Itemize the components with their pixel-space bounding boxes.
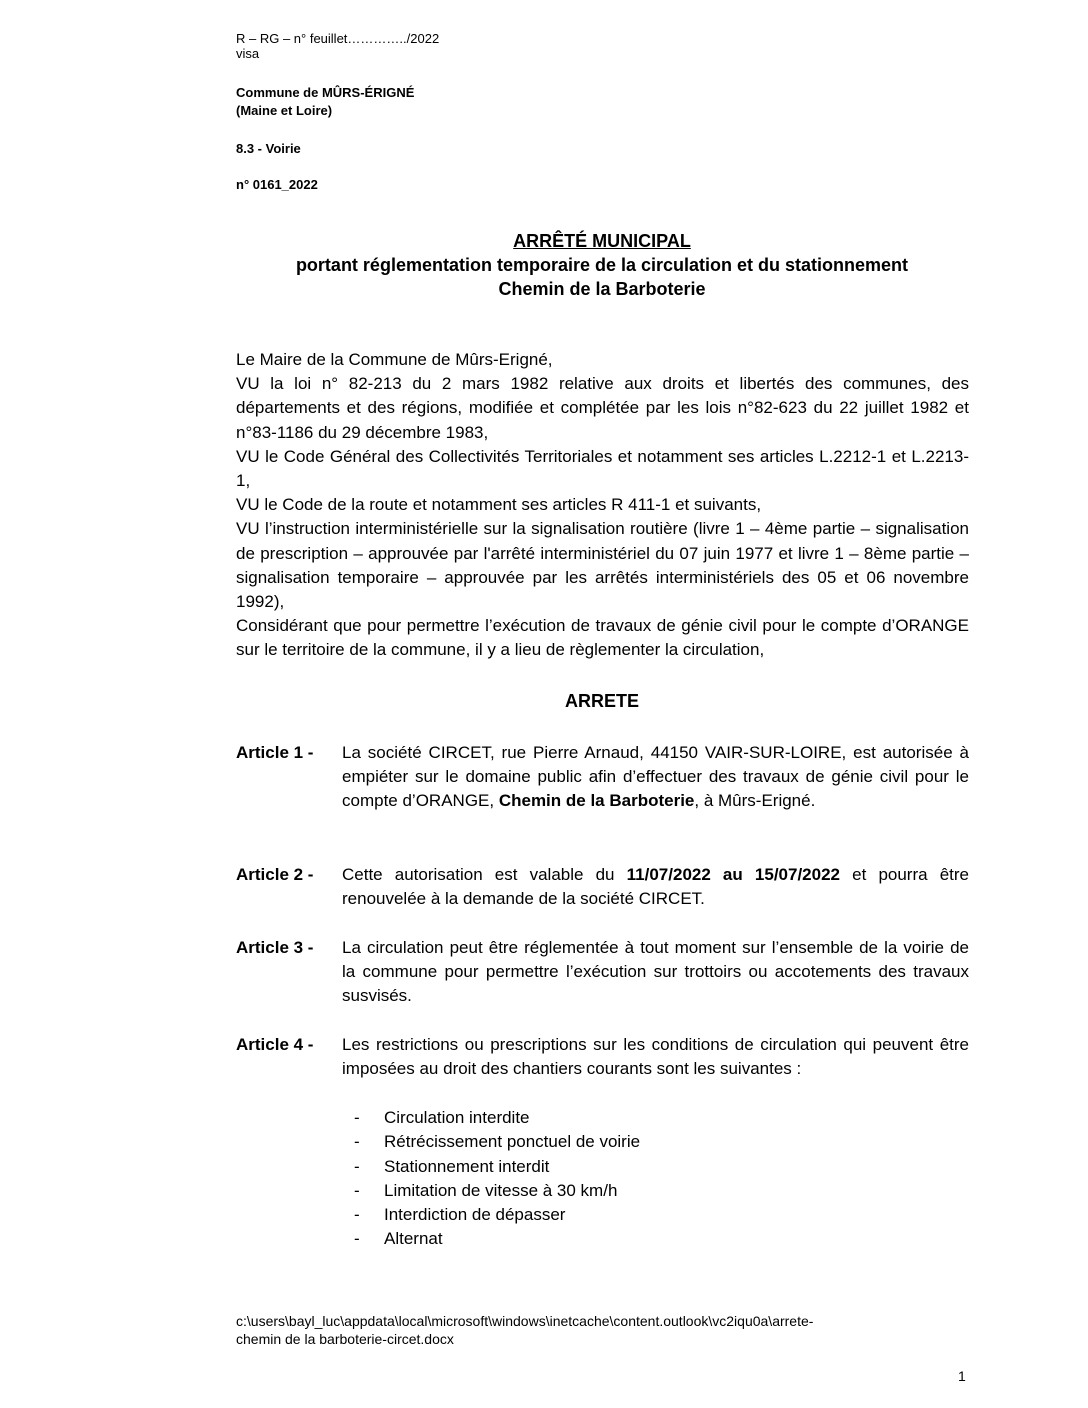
footer-path-line-1: c:\users\bayl_luc\appdata\local\microsoft\windows\inetcache\content.outlook\vc2iqu0a\arrete- xyxy=(236,1313,814,1329)
list-marker: - xyxy=(354,1205,360,1225)
list-marker: - xyxy=(354,1156,360,1176)
article-1-text xyxy=(342,741,969,814)
preamble-line: VU l’instruction interministérielle sur la signalisation routière (livre 1 – 4ème partie – signalisation de prescription – approuvée par l'arrêté interministériel du 07 juin 1977 et livre 1 – 8ème partie – signalisation temporaire – approuvée par les arrêtés interministériels des 05 et 06 novembre 1992), xyxy=(236,519,969,612)
list-marker: - xyxy=(354,1229,360,1249)
article-1-label: Article 1 - xyxy=(236,743,314,762)
departement: (Maine et Loire) xyxy=(236,103,333,118)
article-1-text-a: La société CIRCET, rue Pierre Arnaud, 44150 VAIR-SUR-LOIRE, est autorisée à empiéter sur le domaine public afin d’effectuer des travaux de génie civil pour le compte d’ORANGE, xyxy=(342,743,969,811)
list-item xyxy=(354,1179,640,1203)
preamble-line: VU le Code Général des Collectivités Territoriales et notamment ses articles L.2212-1 et L.2213-1, xyxy=(236,446,969,491)
preamble-line: VU le Code de la route et notamment ses articles R 411-1 et suivants, xyxy=(236,495,762,515)
preamble xyxy=(236,348,969,663)
document-title xyxy=(236,230,968,253)
article-2-bold: 11/07/2022 au 15/07/2022 xyxy=(626,865,840,884)
visa-label: visa xyxy=(236,46,260,61)
list-item xyxy=(354,1155,640,1179)
page-number: 1 xyxy=(958,1368,966,1384)
article-1-text-b: , à Mûrs-Erigné. xyxy=(694,791,816,811)
document-location: Chemin de la Barboterie xyxy=(498,279,706,299)
list-item-text: Limitation de vitesse à 30 km/h xyxy=(384,1180,618,1200)
article-2-label: Article 2 - xyxy=(236,865,314,884)
list-marker: - xyxy=(354,1108,360,1127)
article-2-text-b: et pourra être renouvelée à la demande de la société CIRCET. xyxy=(342,865,970,909)
preamble-line: VU la loi n° 82-213 du 2 mars 1982 relative aux droits et libertés des communes, des départements et des régions, modifiée et complétée par les lois n°82-623 du 22 juillet 1982 et n°83-1186 du 29 décembre 1983, xyxy=(236,374,969,442)
arrete-heading: ARRETE xyxy=(564,691,639,711)
list-item-text: Rétrécissement ponctuel de voirie xyxy=(384,1132,641,1152)
list-item-text: Alternat xyxy=(384,1229,443,1249)
article-1-bold: Chemin de la Barboterie xyxy=(498,791,695,811)
list-item-text: Circulation interdite xyxy=(384,1108,530,1127)
commune-name: Commune de MÛRS-ÉRIGNÉ xyxy=(236,85,415,100)
article-2-text xyxy=(342,863,969,911)
list-item-text: Stationnement interdit xyxy=(384,1156,550,1176)
arrete-number: n° 0161_2022 xyxy=(236,177,318,192)
list-marker: - xyxy=(354,1180,360,1200)
document-subtitle: portant réglementation temporaire de la circulation et du stationnement xyxy=(295,255,909,275)
article-2-text-a: Cette autorisation est valable du xyxy=(342,865,627,884)
article-4-label: Article 4 - xyxy=(236,1035,314,1054)
title-main: ARRÊTÉ MUNICIPAL xyxy=(513,231,691,251)
ref-line: R – RG – n° feuillet…………../2022 xyxy=(236,31,440,46)
preamble-line: Considérant que pour permettre l’exécution de travaux de génie civil pour le compte d’ORANGE sur le territoire de la commune, il y a lieu de règlementer la circulation, xyxy=(236,616,969,660)
restrictions-list xyxy=(354,1106,640,1252)
footer-path-line-2: chemin de la barboterie-circet.docx xyxy=(236,1331,454,1347)
list-item xyxy=(354,1227,640,1251)
list-item xyxy=(354,1106,640,1130)
list-item xyxy=(354,1130,640,1154)
category: 8.3 - Voirie xyxy=(236,141,301,156)
preamble-line: Le Maire de la Commune de Mûrs-Erigné, xyxy=(236,350,553,369)
article-3-text: La circulation peut être réglementée à tout moment sur l’ensemble de la voirie de la commune pour permettre l’exécution sur trottoirs ou accotements des travaux susvisés. xyxy=(342,938,969,1006)
list-marker: - xyxy=(354,1132,360,1152)
list-item-text: Interdiction de dépasser xyxy=(384,1205,566,1225)
list-item xyxy=(354,1203,640,1227)
article-3-label: Article 3 - xyxy=(236,938,314,957)
article-4-text: Les restrictions ou prescriptions sur les conditions de circulation qui peuvent être imposées au droit des chantiers courants sont les suivantes : xyxy=(342,1035,969,1079)
